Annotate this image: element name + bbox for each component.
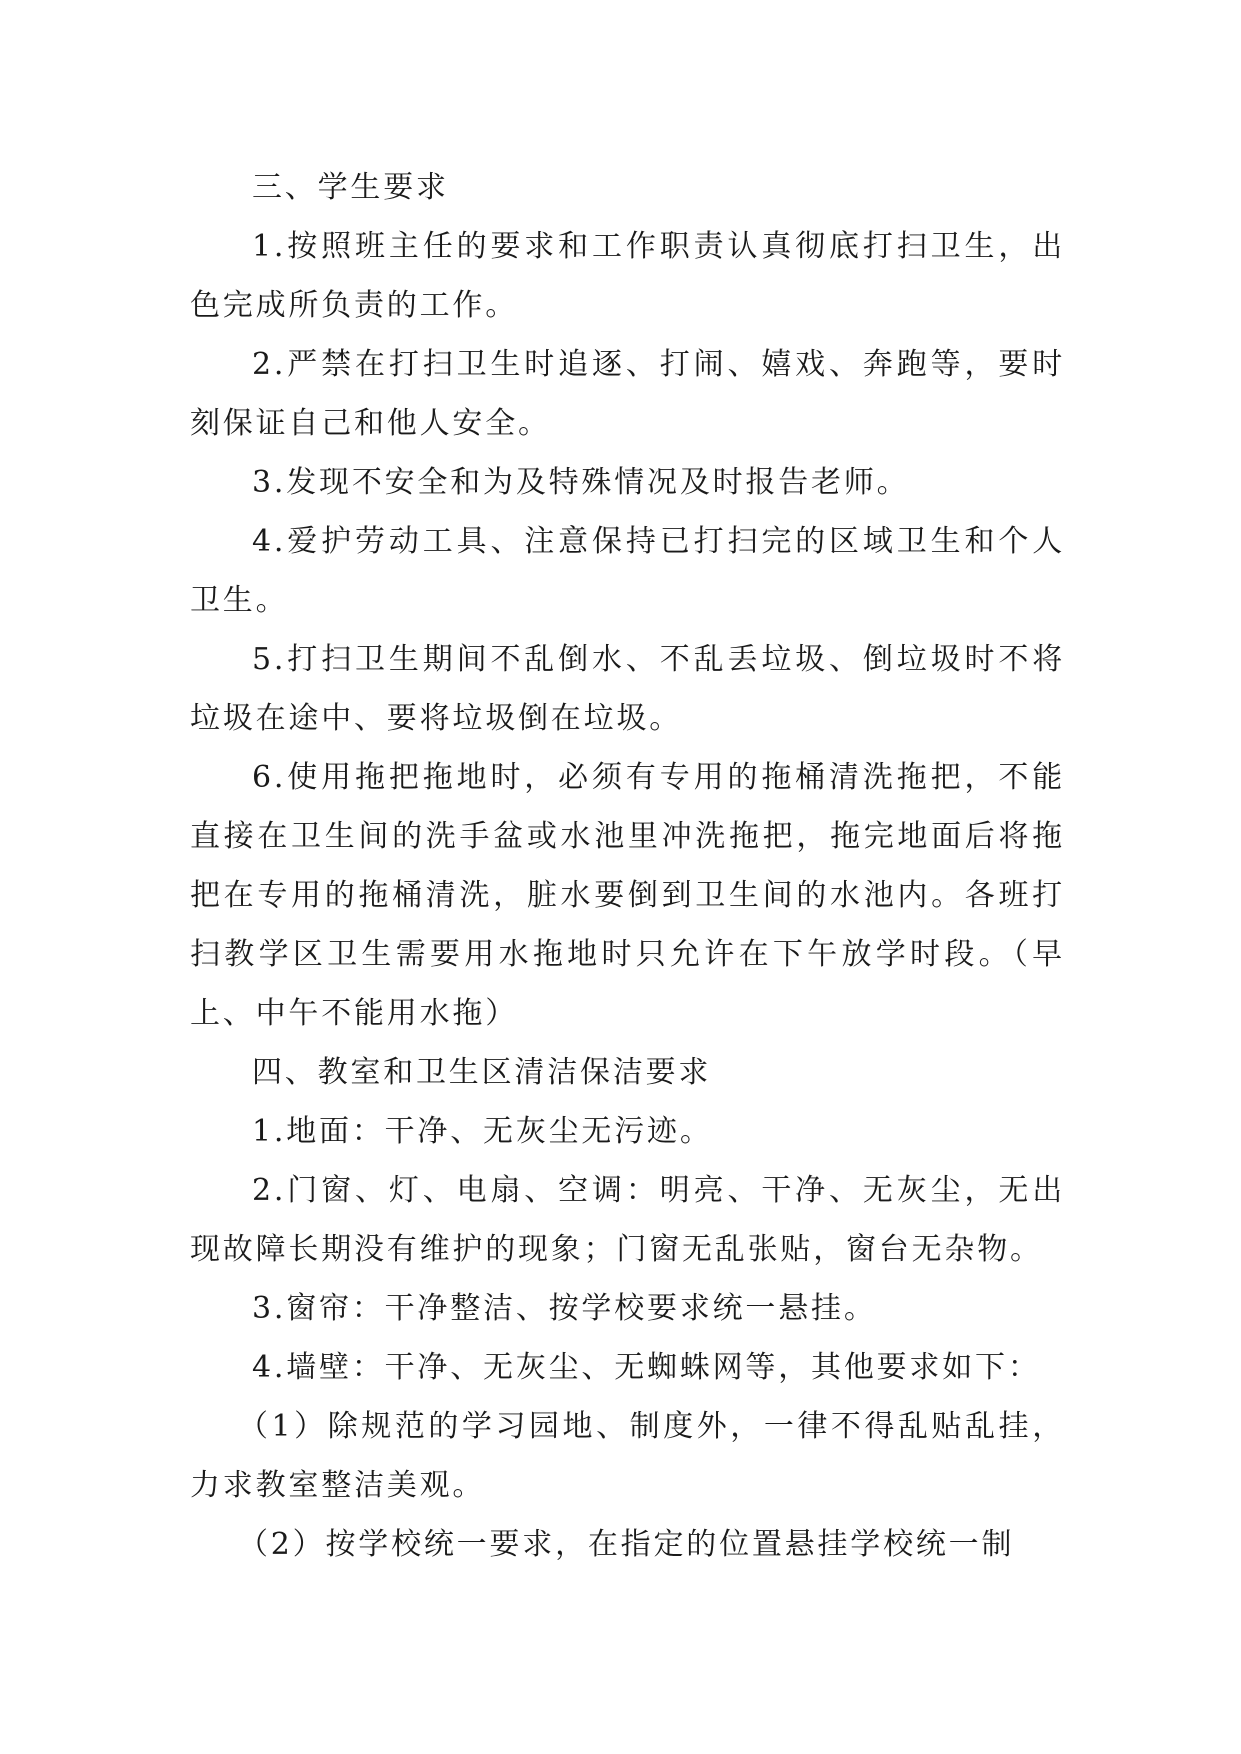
paragraph-walls-sub-2: （2）按学校统一要求，在指定的位置悬挂学校统一制 <box>238 1527 1015 1562</box>
section-heading-student-requirements: 三、学生要求 <box>252 170 449 205</box>
paragraph-item-2: 2.严禁在打扫卫生时追逐、打闹、嬉戏、奔跑等，要时刻保证自己和他人安全。 <box>190 347 1065 441</box>
paragraph-item-4: 4.爱护劳动工具、注意保持已打扫完的区域卫生和个人卫生。 <box>190 524 1065 618</box>
paragraph-item-1: 1.按照班主任的要求和工作职责认真彻底打扫卫生，出色完成所负责的工作。 <box>190 229 1065 323</box>
section-heading-cleaning-requirements: 四、教室和卫生区清洁保洁要求 <box>252 1055 712 1090</box>
paragraph-walls-sub-1: （1）除规范的学习园地、制度外，一律不得乱贴乱挂，力求教室整洁美观。 <box>190 1409 1065 1503</box>
paragraph-floor: 1.地面：干净、无灰尘无污迹。 <box>252 1114 713 1149</box>
paragraph-doors-windows: 2.门窗、灯、电扇、空调：明亮、干净、无灰尘，无出现故障长期没有维护的现象；门窗无乱张贴，窗台无杂物。 <box>190 1173 1065 1267</box>
paragraph-item-5: 5.打扫卫生期间不乱倒水、不乱丢垃圾、倒垃圾时不将垃圾在途中、要将垃圾倒在垃圾。 <box>190 642 1065 736</box>
document-body <box>190 158 1065 1574</box>
paragraph-walls: 4.墙壁：干净、无灰尘、无蜘蛛网等，其他要求如下： <box>252 1350 1041 1385</box>
paragraph-curtains: 3.窗帘：干净整洁、按学校要求统一悬挂。 <box>252 1291 877 1326</box>
paragraph-item-3: 3.发现不安全和为及特殊情况及时报告老师。 <box>252 465 910 500</box>
paragraph-item-6: 6.使用拖把拖地时，必须有专用的拖桶清洗拖把，不能直接在卫生间的洗手盆或水池里冲洗拖把，拖完地面后将拖把在专用的拖桶清洗，脏水要倒到卫生间的水池内。各班打扫教学区卫生需要用水拖地时只允许在下午放学时段。（早上、中午不能用水拖） <box>190 760 1065 1031</box>
